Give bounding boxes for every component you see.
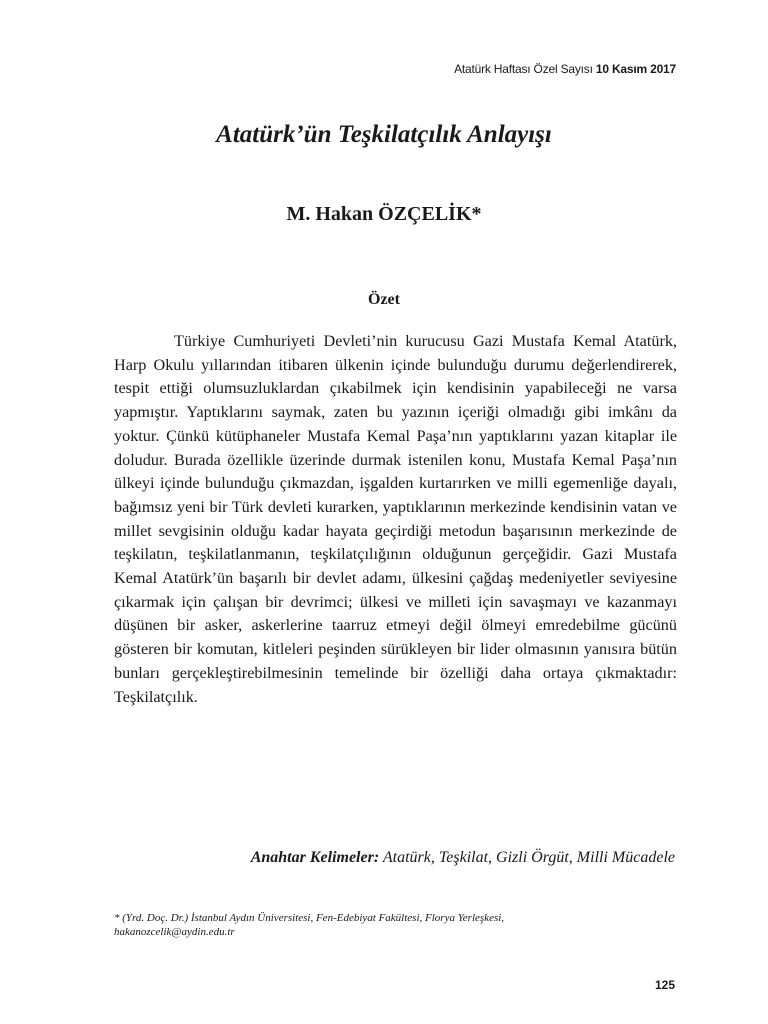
page-number: 125 — [654, 978, 675, 992]
running-header — [454, 62, 676, 76]
footnote-affiliation: * (Yrd. Doç. Dr.) İstanbul Aydın Üniversitesi, Fen-Edebiyat Fakültesi, Florya Yerleşkesi, — [114, 912, 505, 924]
journal-name: Atatürk Haftası Özel Sayısı — [454, 62, 593, 76]
keywords-label: Anahtar Kelimeler: — [250, 849, 380, 866]
author-footnote — [114, 911, 677, 939]
footnote-email: hakanozcelik@aydin.edu.tr — [114, 926, 235, 938]
keywords — [251, 849, 675, 867]
issue-date: 10 Kasım 2017 — [595, 62, 676, 76]
keywords-value: Atatürk, Teşkilat, Gizli Örgüt, Milli Mücadele — [379, 849, 675, 866]
abstract-heading: Özet — [368, 291, 400, 308]
abstract-body: Türkiye Cumhuriyeti Devleti’nin kurucusu Gazi Mustafa Kemal Atatürk, Harp Okulu yıllarından itibaren ülkenin içinde bulunduğu durumu değerlendirerek, tespit ettiği olumsuzluklardan çıkabilmek için kendisinin yapabileceği ne varsa yapmıştır. Yaptıklarını saymak, zaten bu yazının içeriği olmadığı gibi imkânı da yoktur. Çünkü kütüphaneler Mustafa Kemal Paşa’nın yaptıklarını yazan kitaplar ile doludur. Burada özellikle üzerinde durmak istenilen konu, Mustafa Kemal Paşa’nın ülkeyi içinde bulunduğu çıkmazdan, işgalden kurtarırken ve milli egemenliğe dayalı, bağımsız yeni bir Türk devleti kurarken, yaptıklarının merkezinde kendisinin vatan ve millet sevgisinin olduğu kadar hayata geçirdiği metodun başarısının merkezinde de teşkilatın, teşkilatlanmanın, teşkilatçılığının olduğunun gerçeğidir. Gazi Mustafa Kemal Atatürk’ün başarılı bir devlet adamı, ülkesini çağdaş medeniyetler seviyesine çıkarmak için çalışan bir devrimci; ülkesi ve milleti için savaşmayı ve kazanmayı düşünen bir asker, askerlerine taarruz etmeyi değil ölmeyi emredebilme gücünü gösteren bir komutan, kitleleri peşinden sürükleyen bir lider olmasının yanısıra bütün bunları gerçekleştirebilmesinin temelinde bir özelliği daha ortaya çıkmaktadır: Teşkilatçılık. — [114, 332, 677, 706]
author-name: M. Hakan ÖZÇELİK* — [286, 203, 482, 225]
article-title: Atatürk’ün Teşkilatçılık Anlayışı — [216, 121, 552, 148]
